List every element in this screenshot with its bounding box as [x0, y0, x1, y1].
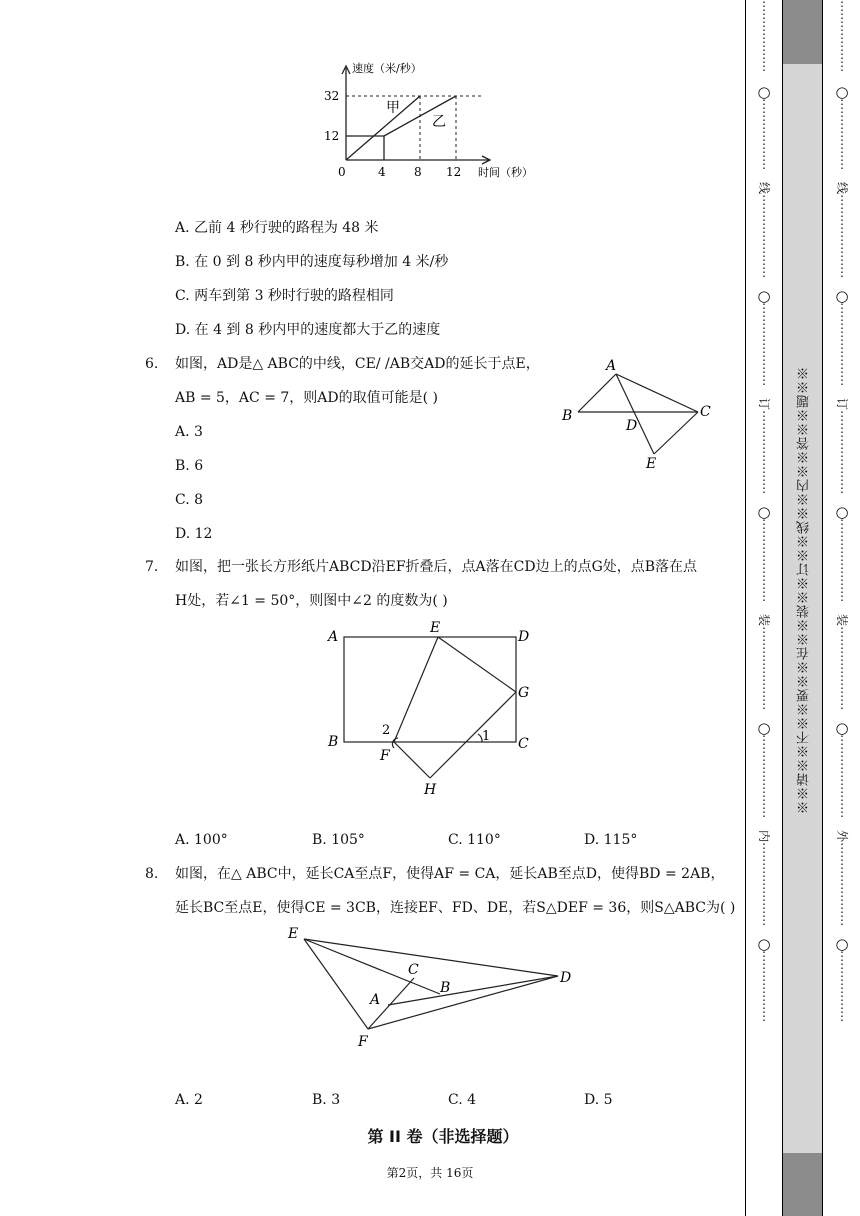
q8-stem-line2: 延长BC至点E，使得CE = 3CB，连接EF、FD、DE，若S△DEF = 36，则S△ABC为( ) [175, 900, 736, 916]
binding-dark-block-top [783, 0, 822, 64]
graph-xtick-4: 4 [378, 165, 386, 179]
q7-option-d: D. 115° [584, 832, 638, 848]
q6-option-a: A. 3 [175, 424, 203, 440]
q6-stem-line1: 如图，AD是△ ABC的中线，CE/ /AB交AD的延长于点E， [175, 356, 540, 372]
q7-option-b: B. 105° [312, 832, 365, 848]
q7-label-a: A [328, 629, 339, 645]
seal-circle-icon: ○ [835, 503, 849, 521]
seal-circle-icon: ○ [835, 719, 849, 737]
seal-label-nei: 内 [757, 829, 771, 842]
q6-label-e: E [646, 456, 657, 472]
q8-label-d: D [560, 970, 572, 986]
seal-circle-icon: ○ [835, 287, 849, 305]
q7-label-e: E [430, 620, 441, 636]
q6-stem-line2: AB = 5，AC = 7，则AD的取值可能是( ) [175, 390, 439, 406]
seal-circle-icon: ○ [835, 935, 849, 953]
q6-label-d: D [626, 418, 638, 434]
seal-label-wai: 外 [835, 829, 849, 842]
q8-option-c: C. 4 [448, 1092, 477, 1108]
q7-label-f: F [380, 748, 390, 764]
seal-circle-icon: ○ [757, 83, 771, 101]
q7-label-angle1: 1 [482, 729, 491, 744]
q7-number: 7. [145, 559, 159, 575]
binding-dark-block-bottom [783, 1153, 822, 1216]
seal-circle-icon: ○ [835, 83, 849, 101]
q8-label-b: B [440, 980, 451, 996]
section-title: 第 II 卷（非选择题） [367, 1127, 519, 1146]
q5-option-c: C. 两车到第 3 秒时行驶的路程相同 [175, 288, 394, 304]
binding-outer-column: ⋮ ⋮ ⋮ ⋮ ⋮ ⋮ ○ ⋮ ⋮ ⋮ ⋮ ⋮ ⋮ 线 ⋮ ⋮ ⋮ ⋮ ⋮ ⋮ ⋮ ○ ⋮ ⋮ ⋮ ⋮ ⋮ ⋮ ⋮ 订 ⋮ ⋮ ⋮ ⋮ ⋮ ⋮ ⋮ ○ ⋮ ⋮ ⋮ ⋮ ⋮ ⋮ ⋮ 装 ⋮ ⋮ ⋮ ⋮ ⋮ ⋮ ⋮ ○ ⋮ ⋮ ⋮ ⋮ ⋮ ⋮ ⋮ 外 ⋮ ⋮ ⋮ ⋮ ⋮ ⋮ ⋮ ○ ⋮ ⋮ ⋮ ⋮ ⋮ ⋮ [831, 0, 853, 1040]
page-footer: 第2页，共 16页 [386, 1166, 474, 1180]
seal-label-ding: 订 [757, 397, 771, 410]
q7-option-c: C. 110° [448, 832, 501, 848]
q8-option-a: A. 2 [175, 1092, 203, 1108]
graph-ylabel: 速度（米/秒） [352, 62, 422, 75]
seal-circle-icon: ○ [757, 935, 771, 953]
seal-circle-icon: ○ [757, 719, 771, 737]
graph-ytick-12: 12 [324, 129, 340, 143]
seal-label-zhuang: 装 [757, 613, 771, 626]
seal-label-xian: 线 [835, 181, 849, 194]
q6-option-c: C. 8 [175, 492, 204, 508]
seal-circle-icon: ○ [757, 287, 771, 305]
q5-option-b: B. 在 0 到 8 秒内甲的速度每秒增加 4 米/秒 [175, 254, 449, 270]
q8-label-a: A [370, 992, 381, 1008]
q7-stem-line2: H处，若∠1 = 50°，则图中∠2 的度数为( ) [175, 593, 448, 609]
q8-stem-line1: 如图，在△ ABC中，延长CA至点F，使得AF = CA，延长AB至点D，使得BD = 2AB， [175, 866, 725, 882]
q7-label-c: C [518, 736, 529, 752]
graph-xtick-0: 0 [338, 165, 346, 179]
q6-label-a: A [606, 358, 617, 374]
q7-option-a: A. 100° [175, 832, 228, 848]
q8-number: 8. [145, 866, 159, 882]
q6-option-b: B. 6 [175, 458, 204, 474]
seal-circle-icon: ○ [757, 503, 771, 521]
q8-option-b: B. 3 [312, 1092, 341, 1108]
q6-label-c: C [700, 404, 711, 420]
graph-xlabel: 时间（秒） [478, 166, 533, 179]
q8-label-e: E [288, 926, 299, 942]
q5-option-a: A. 乙前 4 秒行驶的路程为 48 米 [175, 220, 379, 236]
q8-option-d: D. 5 [584, 1092, 613, 1108]
q7-stem-line1: 如图，把一张长方形纸片ABCD沿EF折叠后，点A落在CD边上的点G处，点B落在点 [175, 559, 698, 575]
q7-label-d: D [518, 629, 530, 645]
q6-number: 6. [145, 356, 159, 372]
q6-triangle-figure [556, 354, 726, 474]
seal-label-ding: 订 [835, 397, 849, 410]
graph-xtick-12: 12 [446, 165, 462, 179]
q7-label-g: G [518, 685, 530, 701]
seal-label-zhuang: 装 [835, 613, 849, 626]
q8-triangle-figure [282, 922, 582, 1052]
binding-inner-column: ⋮ ⋮ ⋮ ⋮ ⋮ ⋮ ○ ⋮ ⋮ ⋮ ⋮ ⋮ ⋮ 线 ⋮ ⋮ ⋮ ⋮ ⋮ ⋮ ⋮ ○ ⋮ ⋮ ⋮ ⋮ ⋮ ⋮ ⋮ 订 ⋮ ⋮ ⋮ ⋮ ⋮ ⋮ ⋮ ○ ⋮ ⋮ ⋮ ⋮ ⋮ ⋮ ⋮ 装 ⋮ ⋮ ⋮ ⋮ ⋮ ⋮ ⋮ ○ ⋮ ⋮ ⋮ ⋮ ⋮ ⋮ ⋮ 内 ⋮ ⋮ ⋮ ⋮ ⋮ ⋮ ⋮ ○ ⋮ ⋮ ⋮ ⋮ ⋮ ⋮ [753, 0, 775, 1040]
q7-label-b: B [328, 734, 339, 750]
graph-label-yi: 乙 [432, 114, 446, 130]
q8-label-c: C [408, 962, 419, 978]
seal-label-xian: 线 [757, 181, 771, 194]
velocity-time-graph [322, 58, 542, 186]
q5-option-d: D. 在 4 到 8 秒内甲的速度都大于乙的速度 [175, 322, 441, 338]
q7-label-angle2: 2 [382, 723, 391, 738]
q7-label-h: H [424, 782, 437, 796]
binding-notice: ※※请※※不※※要※※在※※装※※订※※线※※内※※答※※题※※ [797, 366, 812, 814]
q6-label-b: B [562, 408, 573, 424]
q7-folded-rectangle-figure [322, 616, 542, 796]
binding-border-left [745, 0, 746, 1216]
graph-ytick-32: 32 [324, 89, 340, 103]
q6-option-d: D. 12 [175, 526, 213, 542]
binding-border-right [822, 0, 823, 1216]
graph-label-jia: 甲 [386, 100, 400, 116]
q8-label-f: F [358, 1034, 368, 1050]
graph-xtick-8: 8 [414, 165, 422, 179]
